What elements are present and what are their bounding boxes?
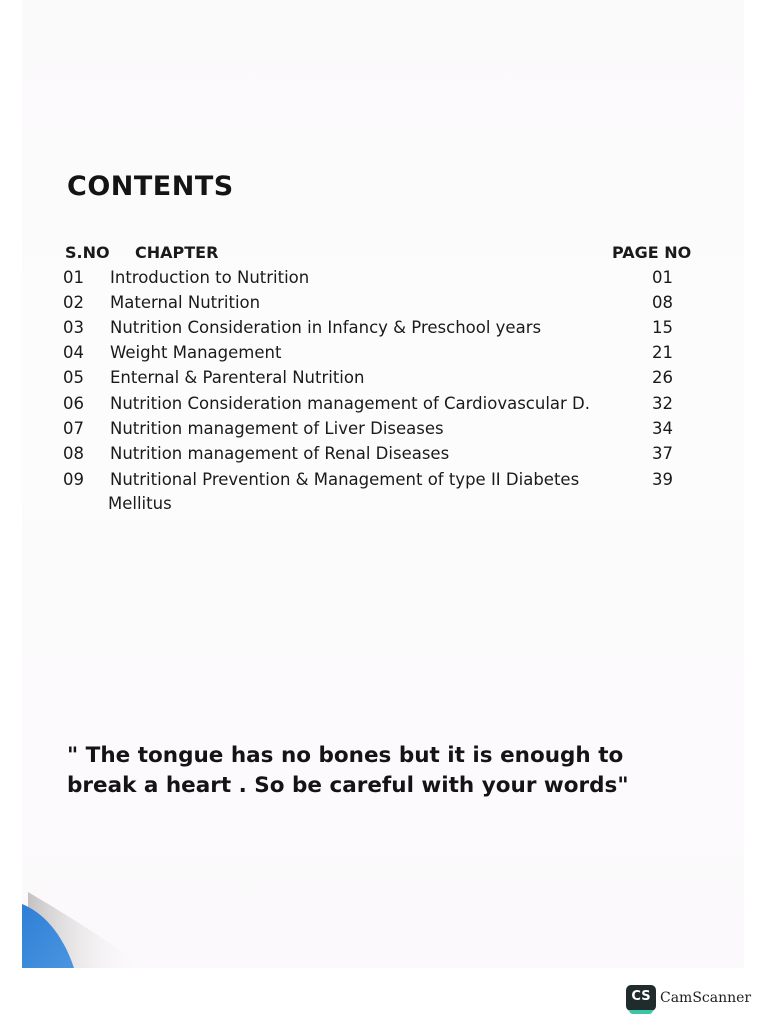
toc-row [0,268,768,292]
scan-edge-shadow [22,892,152,968]
toc-row [0,368,768,392]
toc-chapter: Enternal & Parenteral Nutrition [110,368,365,387]
toc-page: 21 [652,343,673,362]
quote-line: break a heart . So be careful with your words" [67,773,629,798]
toc-row [0,444,768,468]
toc-chapter: Nutritional Prevention & Management of type II Diabetes [110,470,580,489]
toc-page: 37 [652,444,673,463]
toc-chapter-continuation: Mellitus [108,494,172,513]
toc-row [0,343,768,367]
toc-number: 01 [63,268,84,287]
toc-number: 02 [63,293,84,312]
toc-page: 08 [652,293,673,312]
toc-chapter: Maternal Nutrition [110,293,261,312]
camscanner-watermark: CamScanner [660,990,752,1006]
toc-chapter: Introduction to Nutrition [110,268,310,287]
page-title: CONTENTS [67,171,234,202]
toc-row [0,318,768,342]
toc-number: 07 [63,419,84,438]
toc-chapter: Weight Management [110,343,282,362]
toc-chapter: Nutrition management of Liver Diseases [110,419,444,438]
toc-chapter: Nutrition Consideration management of Cardiovascular D. [110,394,590,413]
column-header-page: PAGE NO [612,243,692,262]
toc-page: 32 [652,394,673,413]
toc-number: 09 [63,470,84,489]
toc-number: 05 [63,368,84,387]
column-header-chapter: CHAPTER [135,243,219,262]
toc-page: 34 [652,419,673,438]
toc-number: 04 [63,343,84,362]
toc-number: 03 [63,318,84,337]
toc-number: 06 [63,394,84,413]
toc-page: 39 [652,470,673,489]
toc-row [0,470,768,494]
toc-page: 26 [652,368,673,387]
quote-line: " The tongue has no bones but it is enough to [67,743,624,768]
toc-row [0,419,768,443]
toc-page: 01 [652,268,673,287]
toc-row [0,394,768,418]
column-header-sno: S.NO [65,243,110,262]
toc-page: 15 [652,318,673,337]
toc-chapter: Nutrition Consideration in Infancy & Preschool years [110,318,542,337]
toc-number: 08 [63,444,84,463]
toc-chapter: Nutrition management of Renal Diseases [110,444,450,463]
quote-text [67,741,717,801]
camscanner-logo-icon: CS [626,985,656,1011]
toc-row [0,293,768,317]
